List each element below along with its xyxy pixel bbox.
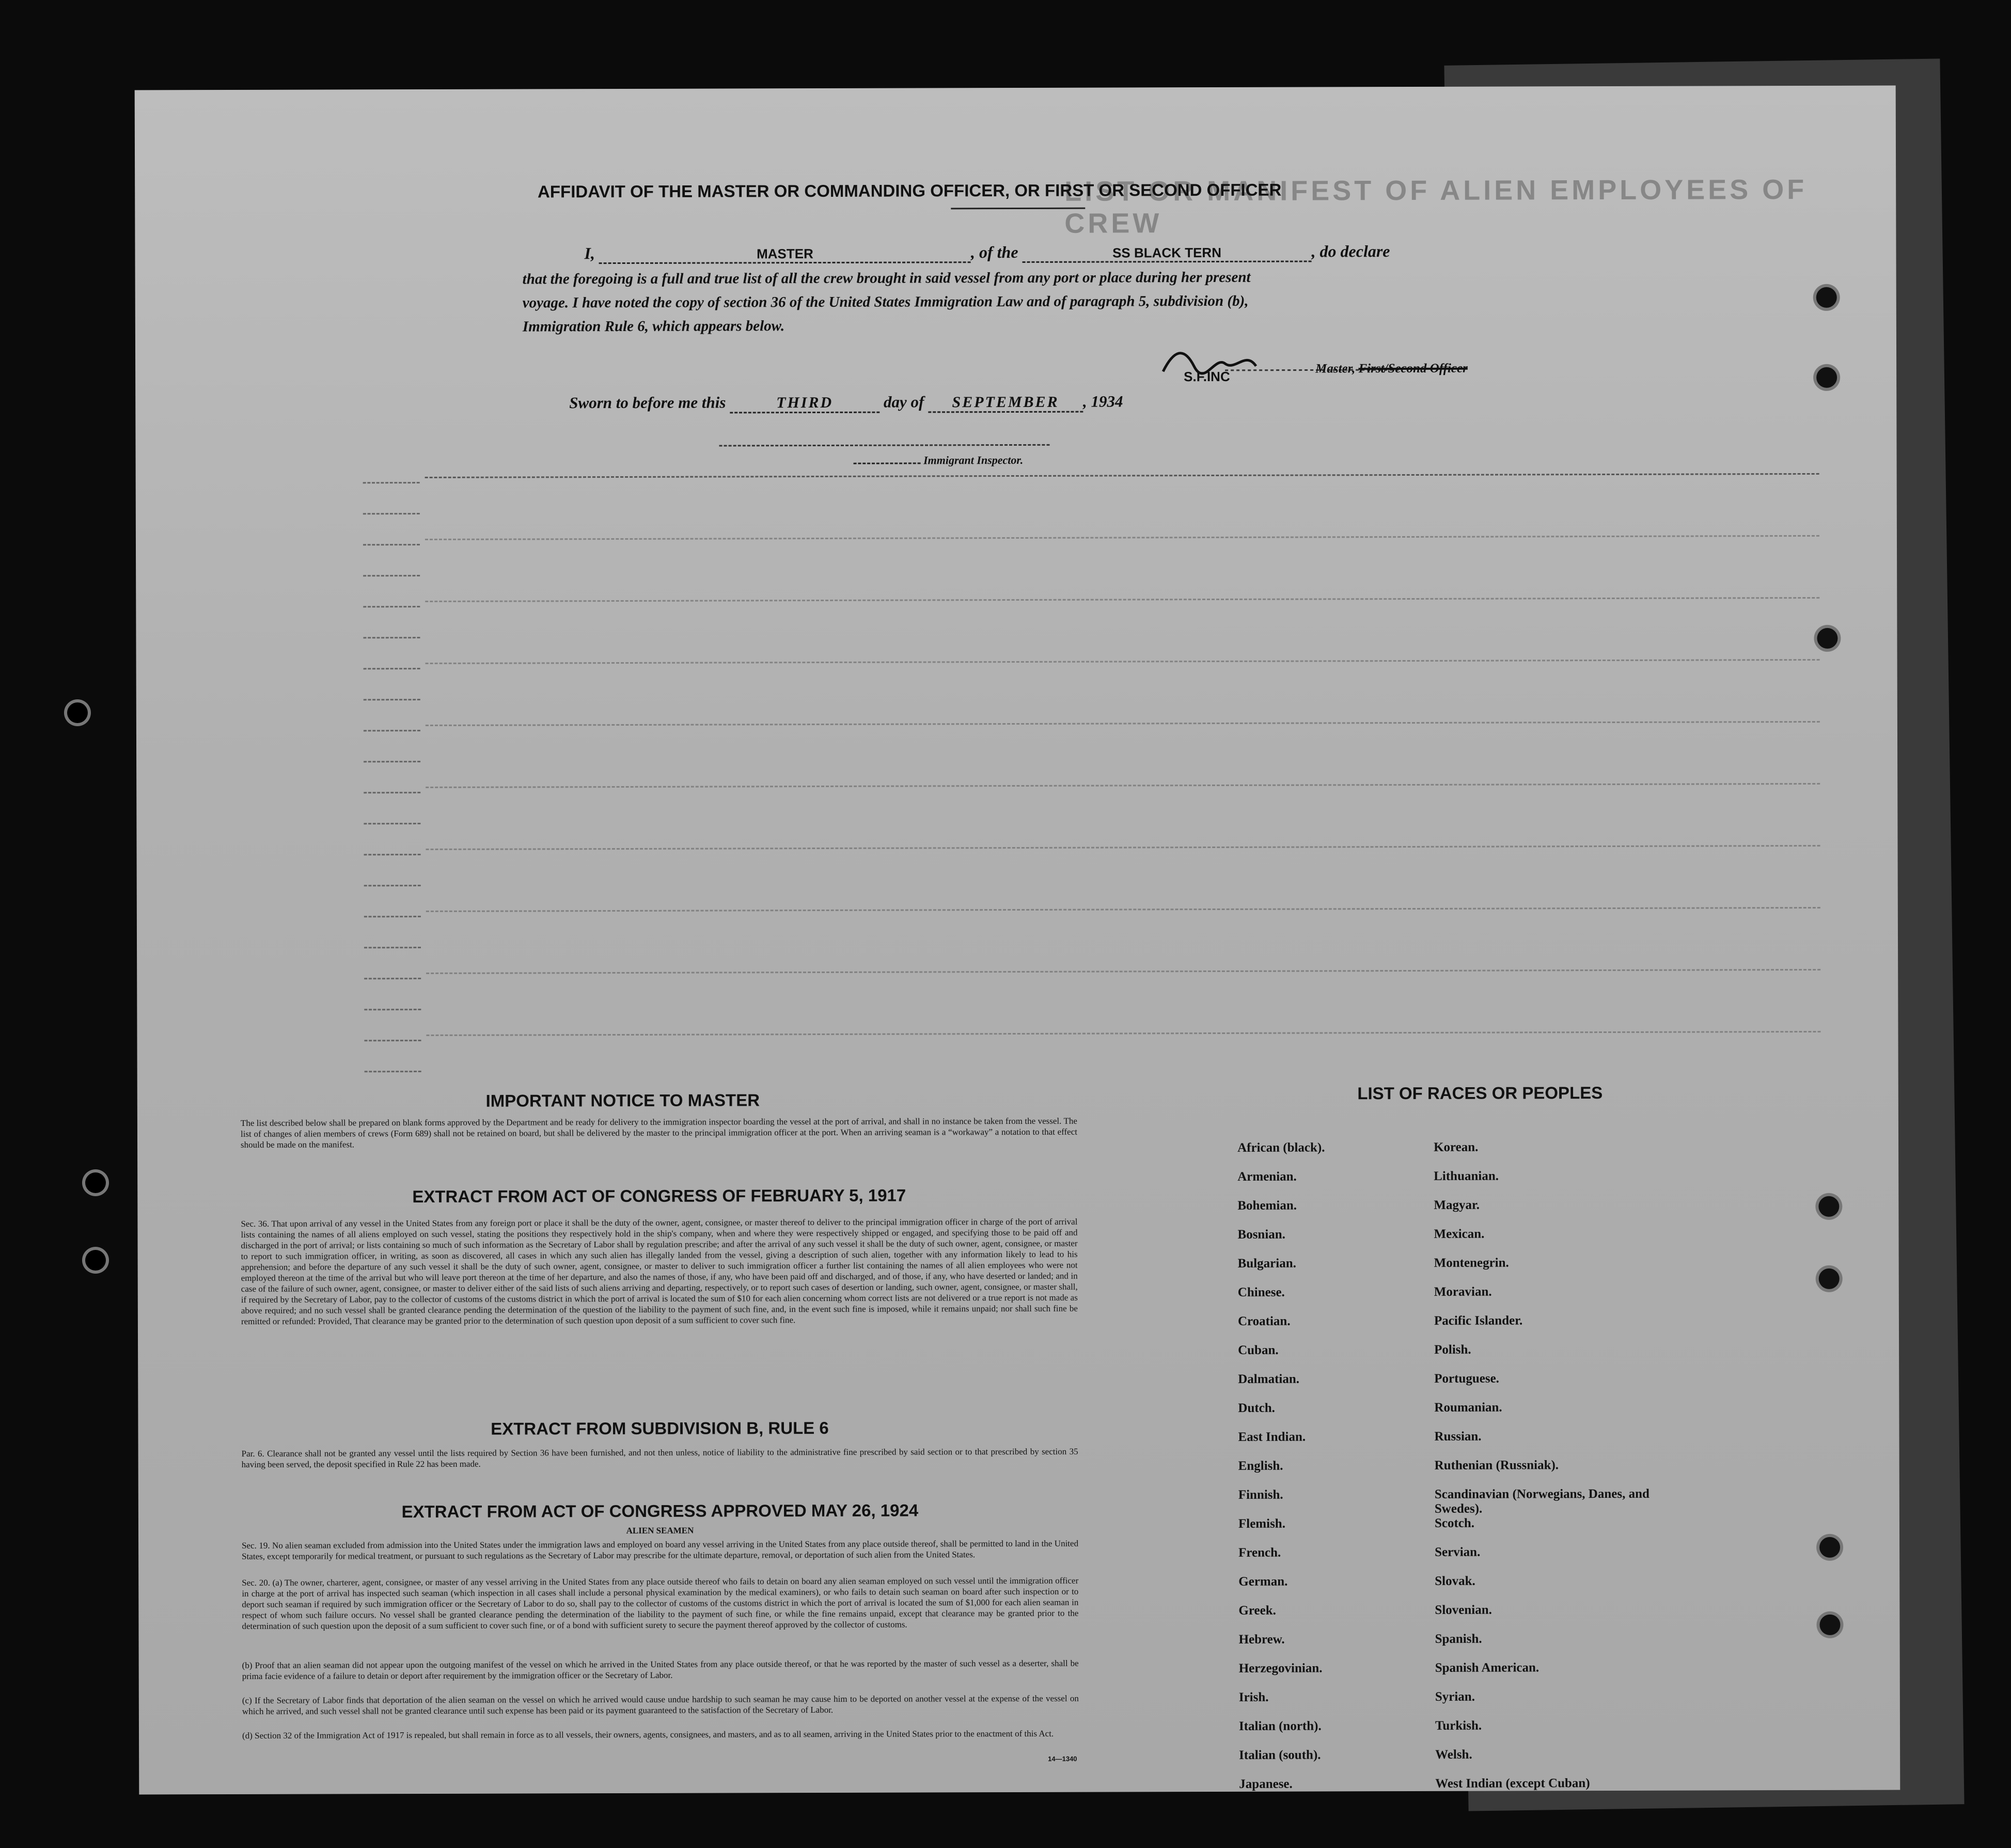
sworn-month-field[interactable]: SEPTEMBER bbox=[928, 394, 1083, 413]
extract-1924-sec20d: (d) Section 32 of the Immigration Act of 1917 is repealed, but shall remain in force as to all vessels, their owners, agents, consignees, and masters, and as to all seamen, arriving in the United States prior to the enactment of this Act. bbox=[242, 1728, 1054, 1741]
of-the-label: , of the bbox=[970, 242, 1018, 262]
punch-hole bbox=[1816, 287, 1837, 308]
race-item: Bohemian. bbox=[1237, 1198, 1297, 1213]
extract-1924-sec20a: Sec. 20. (a) The owner, charterer, agent, consignee, or master of any vessel arriving in the United States from any place outside thereof who fails to detain on board any alien seaman employed on such vessel until the immigration officer in charge at the port of arrival has inspected such seaman (which inspection in all cases shall include a personal physical examination by the medical examiners), or who fails to detain such seaman on board after such inspection or to deport such seaman if required by such immigration officer or the Secretary of Labor to do so, shall pay to the collector of customs of the customs district in which the port of arrival is located the sum of $1,000 for each alien seaman in respect of whom such failure occurs. No vessel shall be granted clearance pending the determination of the liability to the payment of such fine, or while the fine remains unpaid, except that clearance may be granted prior to the determination of such question upon the deposit of a sum sufficient to cover such fine, or of a bond with sufficient surety to secure the payment thereof approved by the collector of customs. bbox=[242, 1575, 1079, 1631]
race-item: Russian. bbox=[1434, 1429, 1482, 1444]
extract-1924-sec19: Sec. 19. No alien seaman excluded from admission into the United States under the immigration laws and employed on board any vessel arriving in the United States from any place outside thereof, shall be permitted to land in the United States, except temporarily for medical treatment, or pursuant to such regulations as the Secretary of Labor may prescribe for the ultimate departure, removal, or deportation of such alien from the United States. bbox=[242, 1538, 1079, 1561]
i-label: I, bbox=[584, 244, 595, 263]
race-item: Herzegovinian. bbox=[1238, 1661, 1323, 1675]
race-item: Scandinavian (Norwegians, Danes, and Swedes). bbox=[1434, 1486, 1649, 1516]
sworn-line bbox=[569, 392, 1123, 414]
race-item: Scotch. bbox=[1434, 1516, 1475, 1530]
inspector-line bbox=[854, 453, 1024, 467]
ghost-left-column bbox=[135, 86, 1896, 90]
extract-rule6-body: Par. 6. Clearance shall not be granted any vessel until the lists required by Section 36 have been furnished, and not then unless, notice of liability to the administrative fine prescribed by said section or to that prescribed by section 35 having been served, the deposit specified in Rule 22 has been made. bbox=[241, 1446, 1078, 1469]
race-item: Portuguese. bbox=[1434, 1371, 1499, 1386]
race-item: Italian (north). bbox=[1238, 1719, 1322, 1733]
race-item: Polish. bbox=[1434, 1342, 1471, 1357]
inspector-signature-line bbox=[719, 444, 1049, 447]
race-item: Chinese. bbox=[1237, 1285, 1285, 1299]
ghost-header: LIST OR MANIFEST OF ALIEN EMPLOYEES OF CREW bbox=[1064, 174, 1808, 239]
races-title: LIST OF RACES OR PEOPLES bbox=[1357, 1083, 1603, 1103]
race-item: African (black). bbox=[1237, 1140, 1325, 1155]
race-item: Mexican. bbox=[1434, 1227, 1485, 1241]
race-item: Irish. bbox=[1238, 1690, 1269, 1704]
binding-hole bbox=[85, 1250, 106, 1271]
race-item: French. bbox=[1238, 1545, 1281, 1560]
binding-hole bbox=[85, 1172, 106, 1193]
race-item: Greek. bbox=[1238, 1603, 1276, 1618]
notice-title: IMPORTANT NOTICE TO MASTER bbox=[485, 1090, 760, 1110]
extract-1917-title: EXTRACT FROM ACT OF CONGRESS OF FEBRUARY 5, 1917 bbox=[412, 1185, 906, 1207]
race-item: Dutch. bbox=[1238, 1401, 1275, 1415]
form-number: 14—1340 bbox=[1048, 1755, 1077, 1763]
race-item: Moravian. bbox=[1434, 1285, 1492, 1299]
year-prefix: , 193 bbox=[1082, 392, 1116, 411]
race-item: Bosnian. bbox=[1237, 1227, 1285, 1242]
race-item: Welsh. bbox=[1435, 1747, 1472, 1762]
race-item: Italian (south). bbox=[1239, 1748, 1321, 1762]
race-item: Dalmatian. bbox=[1238, 1372, 1300, 1386]
race-item: Hebrew. bbox=[1238, 1632, 1285, 1647]
race-item: Slovak. bbox=[1435, 1574, 1475, 1588]
sworn-label: Sworn to before me this bbox=[569, 393, 726, 412]
race-item: Lithuanian. bbox=[1434, 1169, 1499, 1183]
race-item: Montenegrin. bbox=[1434, 1256, 1509, 1270]
punch-hole bbox=[1819, 1615, 1840, 1635]
race-item: Japanese. bbox=[1239, 1777, 1293, 1791]
race-item: Cuban. bbox=[1238, 1343, 1279, 1357]
race-item: Magyar. bbox=[1434, 1198, 1480, 1212]
affidavit-title: AFFIDAVIT OF THE MASTER OR COMMANDING OFFICER, OR FIRST OR SECOND OFFICER bbox=[537, 180, 1282, 201]
race-item: Syrian. bbox=[1435, 1689, 1475, 1704]
extract-1917-body: Sec. 36. That upon arrival of any vessel in the United States from any foreign port or place it shall be the duty of the owner, agent, consignee, or master thereof to deliver to the principal immigration officer in charge of the port of arrival lists containing the names of all aliens employed on such vessel, stating the positions they respectively hold in the ship's company, when and where they were respectively shipped or engaged, and specifying those to be paid off and discharged in the port of arrival; or lists containing so much of such information as the Secretary of Labor shall by regulation prescribe; and after the arrival of any such vessel it shall be the duty of such owner, agent, consignee, or master to report to such immigration officer, in writing, as soon as discovered, all cases in which any such alien has illegally landed from the vessel, giving a description of such alien, together with any information likely to lead to his apprehension; and before the departure of any such vessel it shall be the duty of such owner, agent, consignee, or master to deliver to such immigration officer a further list containing the names of all alien employees who were not employed thereon at the time of the arrival but who will leave port thereon at the time of her departure, and also the names of those, if any, who have been paid off and discharged, and of those, if any, who have deserted or landed; and in case of the failure of such owner, agent, consignee, or master to deliver either of the said lists of such aliens arriving and departing, respectively, or to report such cases of desertion or landing, such owner, agent, consignee, or master shall, if required by the Secretary of Labor, pay to the collector of customs of the customs district in which the port of arrival is located the sum of $10 for each alien concerning whom correct lists are not delivered or a true report is not made as above required; and no such vessel shall be granted clearance pending the determination of the question of the liability to the payment of such fine, and, in the event such fine is imposed, while it remains unpaid; nor shall such fine be remitted or refunded: Provided, That clearance may be granted prior to the determination of such question upon deposit of a sum sufficient to cover such fine. bbox=[241, 1216, 1078, 1326]
race-item: Armenian. bbox=[1237, 1169, 1297, 1184]
extract-1924-subtitle: ALIEN SEAMEN bbox=[626, 1525, 694, 1536]
affidavit-line3: voyage. I have noted the copy of section 36 of the United States Immigration Law and of paragraph 5, subdivision (b), bbox=[522, 292, 1249, 311]
race-item: Roumanian. bbox=[1434, 1400, 1502, 1415]
race-item: Korean. bbox=[1434, 1140, 1479, 1154]
vessel-field[interactable]: SS BLACK TERN bbox=[1022, 245, 1311, 263]
officer-field[interactable]: MASTER bbox=[599, 245, 971, 264]
year-field[interactable]: 4 bbox=[1114, 392, 1123, 411]
extract-1924-sec20b: (b) Proof that an alien seaman did not appear upon the outgoing manifest of the vessel on which he arrived in the United States from any place outside thereof, or that he was reported by the master of such vessel as a deserter, shall be prima facie evidence of a failure to detain or deport after requirement by the immigration officer or the Secretary of Labor. bbox=[242, 1658, 1079, 1681]
race-item: German. bbox=[1238, 1574, 1288, 1589]
race-item: Pacific Islander. bbox=[1434, 1313, 1523, 1328]
punch-hole bbox=[1817, 628, 1837, 649]
race-item: Spanish American. bbox=[1435, 1661, 1539, 1675]
notice-body: The list described below shall be prepared on blank forms approved by the Department and be ready for delivery to the immigration inspector boarding the vessel at the port of arrival, and shall in no instance be taken from the vessel. The list of changes of alien members of crews (Form 689) shall not be retained on board, but shall be delivered by the master to the principal immigration officer at the port. When an arriving seaman is a “workaway” a notation to that effect should be made on the manifest. bbox=[240, 1116, 1077, 1150]
binding-hole bbox=[67, 702, 88, 723]
affidavit-line1 bbox=[584, 241, 1529, 264]
ghost-rows bbox=[135, 86, 1896, 90]
extract-1924-title: EXTRACT FROM ACT OF CONGRESS APPROVED MAY 26, 1924 bbox=[401, 1500, 919, 1522]
race-item: Ruthenian (Russniak). bbox=[1434, 1458, 1559, 1473]
extract-rule6-title: EXTRACT FROM SUBDIVISION B, RULE 6 bbox=[491, 1418, 829, 1438]
race-item: Flemish. bbox=[1238, 1516, 1285, 1531]
signature-initials: S.F.INC bbox=[1184, 368, 1230, 385]
sworn-day-field[interactable]: THIRD bbox=[730, 394, 879, 414]
race-item: West Indian (except Cuban) bbox=[1435, 1776, 1590, 1791]
race-item: Croatian. bbox=[1237, 1314, 1291, 1328]
punch-hole bbox=[1816, 367, 1837, 388]
race-item: Spanish. bbox=[1435, 1632, 1482, 1646]
race-item: Bulgarian. bbox=[1237, 1256, 1296, 1271]
extract-1924-sec20c: (c) If the Secretary of Labor finds that deportation of the alien seaman on the vessel on which he arrived would cause undue hardship to such seaman he may cause him to be deported on another vessel at the expense of the vessel on which he arrived, and such vessel shall not be granted clearance until such expense has been paid or its payment guaranteed to the satisfaction of the Secretary of Labor. bbox=[242, 1693, 1079, 1716]
master-strikethrough: First/Second Officer bbox=[1358, 361, 1468, 376]
master-label: Master, bbox=[1315, 362, 1356, 376]
declare-label: , do declare bbox=[1311, 242, 1390, 261]
affidavit-line4: Immigration Rule 6, which appears below. bbox=[522, 318, 785, 335]
inspector-label: Immigrant Inspector. bbox=[923, 453, 1024, 467]
punch-hole bbox=[1819, 1268, 1840, 1289]
race-item: East Indian. bbox=[1238, 1430, 1306, 1444]
punch-hole bbox=[1819, 1537, 1840, 1558]
affidavit-line2: that the foregoing is a full and true list of all the crew brought in said vessel from any port or place during her present bbox=[522, 269, 1251, 288]
punch-hole bbox=[1818, 1196, 1839, 1217]
manifest-page bbox=[135, 86, 1900, 1795]
race-item: English. bbox=[1238, 1459, 1283, 1473]
race-item: Finnish. bbox=[1238, 1487, 1283, 1502]
race-item: Turkish. bbox=[1435, 1718, 1482, 1733]
race-item: Slovenian. bbox=[1435, 1603, 1492, 1617]
inspector-field[interactable] bbox=[854, 462, 921, 464]
race-item: Servian. bbox=[1435, 1545, 1481, 1559]
master-title bbox=[1315, 362, 1468, 377]
day-of-label: day of bbox=[883, 393, 924, 411]
